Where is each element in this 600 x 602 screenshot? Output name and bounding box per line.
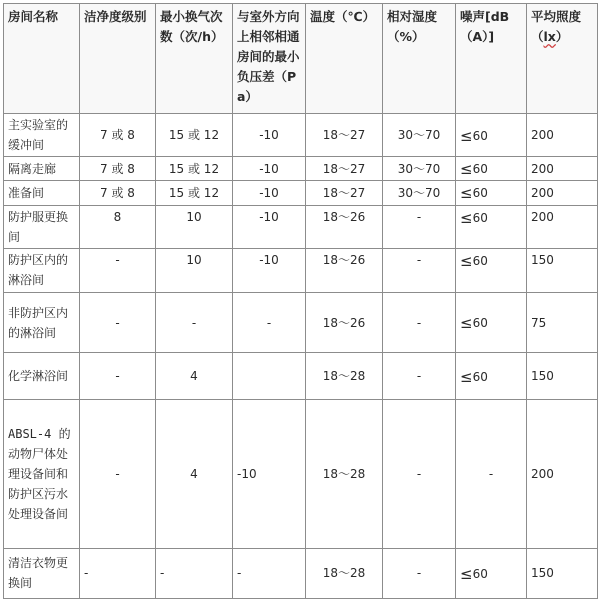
cell-pressure: -	[233, 293, 306, 353]
noise-symbol: ≤	[460, 314, 473, 333]
cell-humidity: 30～70	[383, 157, 456, 181]
table-row	[4, 548, 598, 598]
cell-noise	[456, 248, 527, 292]
cell-humidity: -	[383, 205, 456, 248]
cell-cleanliness: 7 或 8	[80, 181, 156, 205]
cell-air-change: -	[156, 548, 233, 598]
cell-temperature: 18～28	[306, 399, 383, 548]
noise-value: 60	[472, 369, 488, 384]
noise-value: 60	[472, 566, 488, 581]
cell-air-change: 15 或 12	[156, 114, 233, 157]
cell-cleanliness: -	[80, 248, 156, 292]
cell-noise	[456, 548, 527, 598]
noise-value: 60	[472, 186, 488, 201]
cell-room: 防护服更换间	[4, 205, 80, 248]
cell-temperature: 18～27	[306, 114, 383, 157]
cell-pressure	[233, 353, 306, 399]
cell-room: 主实验室的缓冲间	[4, 114, 80, 157]
cell-temperature: 18～26	[306, 248, 383, 292]
noise-value: 60	[472, 253, 488, 268]
cell-air-change: 4	[156, 353, 233, 399]
cell-temperature: 18～26	[306, 205, 383, 248]
header-noise: 噪声[dB（A）]	[456, 4, 527, 114]
cell-lux: 150	[527, 353, 598, 399]
cell-noise	[456, 181, 527, 205]
header-room: 房间名称	[4, 4, 80, 114]
cell-cleanliness: -	[80, 548, 156, 598]
noise-symbol: ≤	[460, 160, 473, 179]
header-lux-suffix: ）	[555, 29, 569, 44]
header-cleanliness: 洁净度级别	[80, 4, 156, 114]
cell-lux: 200	[527, 399, 598, 548]
cell-humidity: 30～70	[383, 181, 456, 205]
header-lux-prefix: 平均照度（	[531, 9, 582, 44]
noise-value: 60	[472, 128, 488, 143]
cell-lux: 200	[527, 181, 598, 205]
cell-temperature: 18～27	[306, 157, 383, 181]
cell-noise	[456, 293, 527, 353]
cell-noise	[456, 114, 527, 157]
cell-air-change: 15 或 12	[156, 181, 233, 205]
table-row	[4, 181, 598, 205]
cell-humidity: -	[383, 293, 456, 353]
noise-symbol: ≤	[460, 184, 473, 203]
cell-cleanliness: 7 或 8	[80, 114, 156, 157]
cell-humidity: 30～70	[383, 114, 456, 157]
cell-cleanliness: 7 或 8	[80, 157, 156, 181]
cell-room: 非防护区内的淋浴间	[4, 293, 80, 353]
cell-humidity: -	[383, 248, 456, 292]
cell-room: ABSL-4 的动物尸体处理设备间和防护区污水处理设备间	[4, 399, 80, 548]
cell-room: 防护区内的淋浴间	[4, 248, 80, 292]
cell-air-change: 15 或 12	[156, 157, 233, 181]
cell-air-change: 10	[156, 205, 233, 248]
cell-humidity: -	[383, 353, 456, 399]
cell-pressure: -	[233, 548, 306, 598]
cell-pressure: -10	[233, 248, 306, 292]
noise-symbol: ≤	[460, 367, 473, 386]
header-air-change: 最小换气次数（次/h）	[156, 4, 233, 114]
table-row	[4, 353, 598, 399]
noise-symbol: ≤	[460, 564, 473, 583]
cell-temperature: 18～27	[306, 181, 383, 205]
cell-cleanliness: -	[80, 399, 156, 548]
cell-cleanliness: -	[80, 353, 156, 399]
cell-lux: 200	[527, 157, 598, 181]
cell-humidity: -	[383, 548, 456, 598]
header-row	[4, 4, 598, 114]
cell-lux: 150	[527, 548, 598, 598]
cell-air-change: -	[156, 293, 233, 353]
table-row	[4, 248, 598, 292]
cell-temperature: 18～28	[306, 353, 383, 399]
cell-cleanliness: 8	[80, 205, 156, 248]
header-lux-unit: lx	[543, 29, 556, 44]
cell-cleanliness: -	[80, 293, 156, 353]
cell-air-change: 10	[156, 248, 233, 292]
cell-noise: -	[456, 399, 527, 548]
cell-lux: 200	[527, 114, 598, 157]
table-row	[4, 205, 598, 248]
table-row	[4, 114, 598, 157]
noise-symbol: ≤	[460, 251, 473, 270]
noise-symbol: ≤	[460, 208, 473, 227]
table-row	[4, 399, 598, 548]
cell-pressure: -10	[233, 114, 306, 157]
noise-value: 60	[472, 162, 488, 177]
cell-noise	[456, 353, 527, 399]
cell-lux: 150	[527, 248, 598, 292]
cell-pressure: -10	[233, 399, 306, 548]
cell-noise	[456, 157, 527, 181]
cell-room: 化学淋浴间	[4, 353, 80, 399]
table-row	[4, 157, 598, 181]
header-pressure: 与室外方向上相邻相通房间的最小负压差（Pa）	[233, 4, 306, 114]
cell-pressure: -10	[233, 181, 306, 205]
cell-noise	[456, 205, 527, 248]
header-lux	[527, 4, 598, 114]
cell-room: 隔离走廊	[4, 157, 80, 181]
cell-air-change: 4	[156, 399, 233, 548]
cell-room: 准备间	[4, 181, 80, 205]
cell-humidity: -	[383, 399, 456, 548]
cell-temperature: 18～26	[306, 293, 383, 353]
cell-temperature: 18～28	[306, 548, 383, 598]
cell-lux: 200	[527, 205, 598, 248]
cell-room: 清洁衣物更换间	[4, 548, 80, 598]
noise-value: 60	[472, 210, 488, 225]
header-temperature: 温度（℃）	[306, 4, 383, 114]
cell-pressure: -10	[233, 157, 306, 181]
room-spec-table	[3, 3, 598, 599]
noise-symbol: ≤	[460, 126, 473, 145]
cell-lux: 75	[527, 293, 598, 353]
header-humidity: 相对湿度（%）	[383, 4, 456, 114]
noise-value: 60	[472, 316, 488, 331]
cell-pressure: -10	[233, 205, 306, 248]
table-row	[4, 293, 598, 353]
